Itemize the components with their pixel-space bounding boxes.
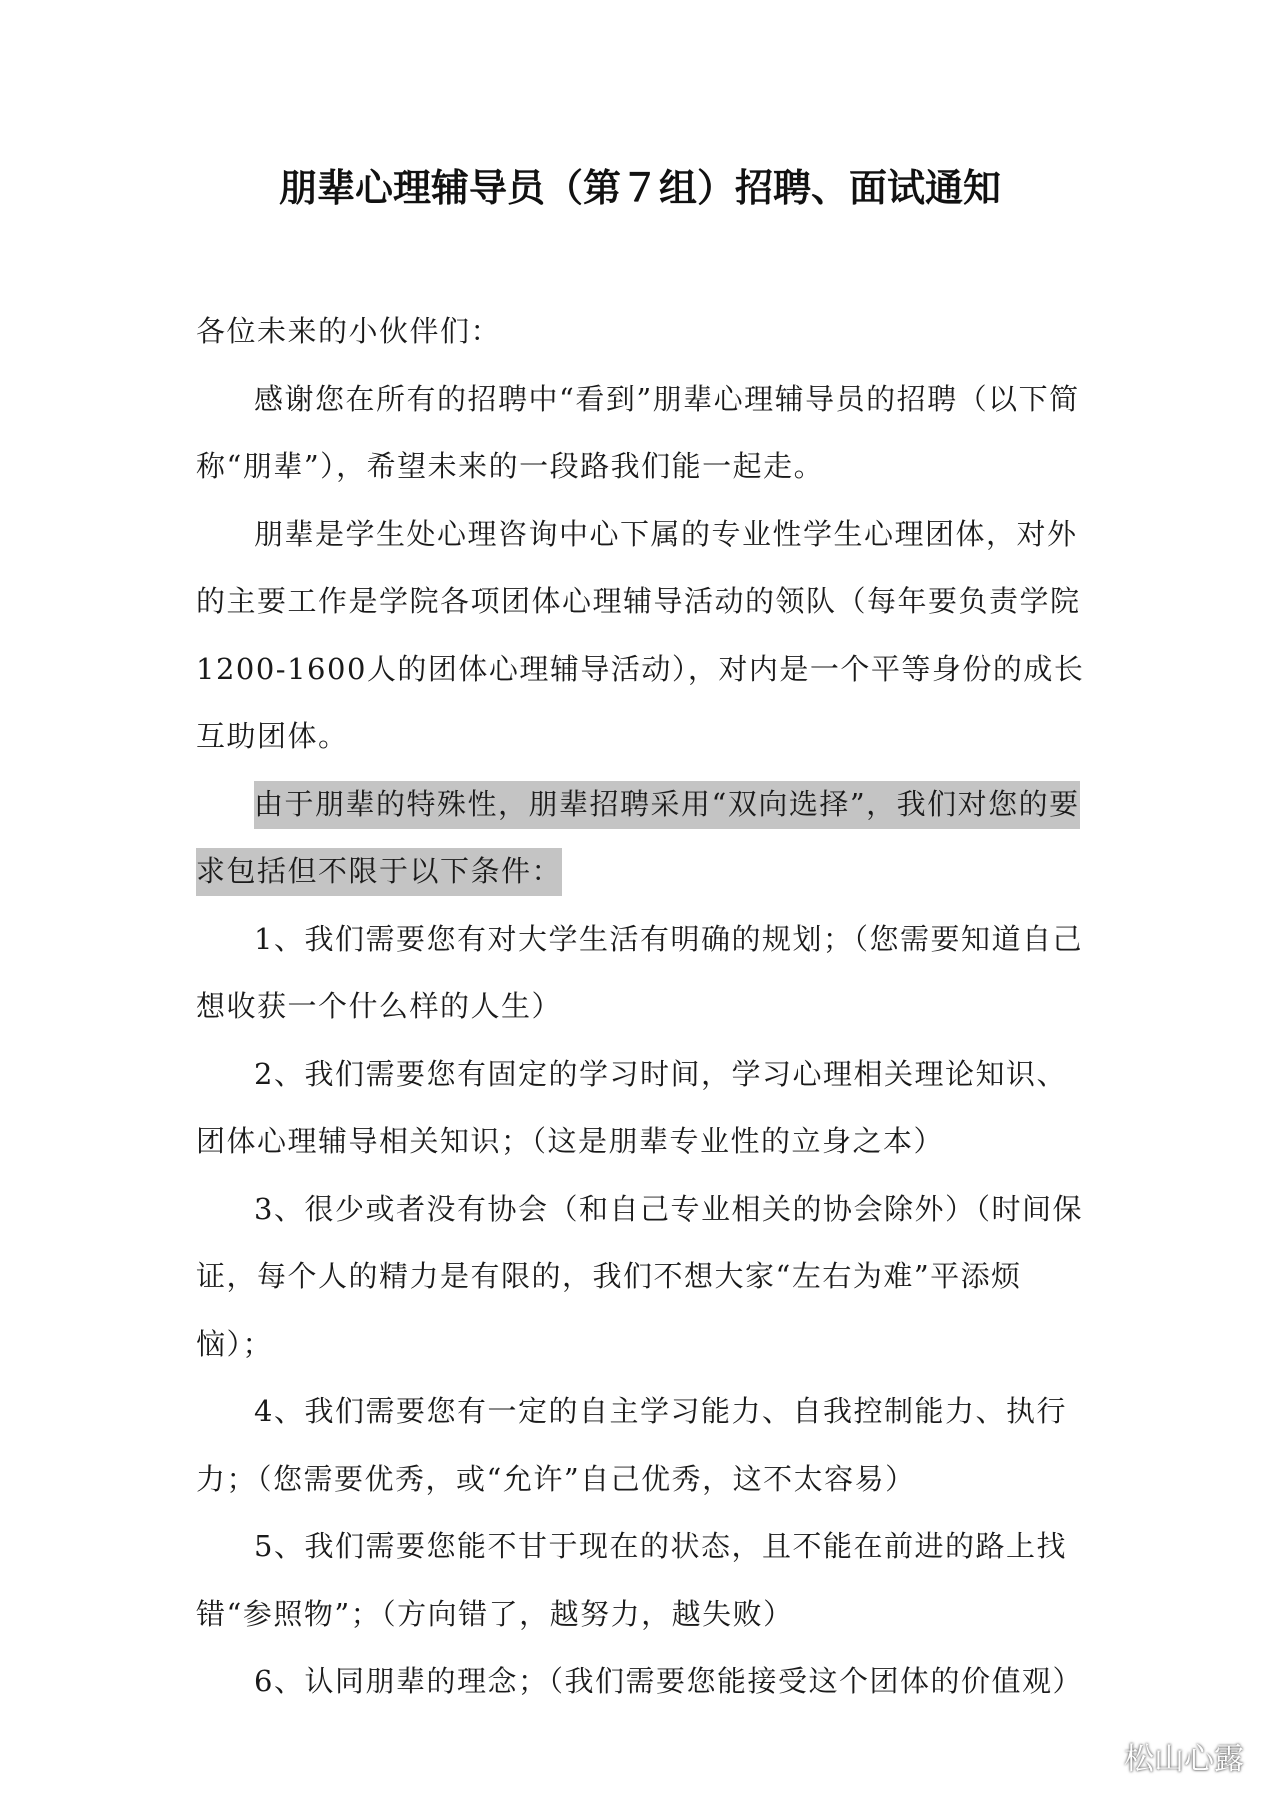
wechat-icon (1068, 1736, 1114, 1776)
list-item: 6、认同朋辈的理念；（我们需要您能接受这个团体的价值观） (254, 1664, 1083, 1698)
list-item: 3、很少或者没有协会（和自己专业相关的协会除外）（时间保证，每个人的精力是有限的，我们不想大家“左右为难”平添烦恼）； (196, 1191, 1083, 1361)
list-item: 5、我们需要您能不甘于现在的状态，且不能在前进的路上找错“参照物”；（方向错了，越努力，越失败） (196, 1529, 1067, 1631)
watermark-label: 松山心露 (1124, 1742, 1244, 1777)
paragraph-requirements (196, 771, 1096, 906)
list-item: 4、我们需要您有一定的自主学习能力、自我控制能力、执行力；（您需要优秀，或“允许”自己优秀，这不太容易） (196, 1394, 1067, 1496)
paragraph-intro: 感谢您在所有的招聘中“看到”朋辈心理辅导员的招聘（以下简称“朋辈”），希望未来的一段路我们能一起走。 (196, 381, 1080, 483)
paragraph-about: 朋辈是学生处心理咨询中心下属的专业性学生心理团体，对外的主要工作是学院各项团体心理辅导活动的领队（每年要负责学院1200-1600人的团体心理辅导活动），对内是一个平等身份的成长互助团体。 (196, 516, 1085, 753)
watermark (1068, 1734, 1244, 1778)
document-title: 朋辈心理辅导员（第７组）招聘、面试通知 (278, 166, 1001, 210)
list-item: 1、我们需要您有对大学生活有明确的规划；（您需要知道自己想收获一个什么样的人生） (196, 921, 1083, 1023)
list-item: 2、我们需要您有固定的学习时间，学习心理相关理论知识、团体心理辅导相关知识；（这是朋辈专业性的立身之本） (196, 1056, 1067, 1158)
salutation: 各位未来的小伙伴们： (196, 314, 502, 348)
highlighted-text: 由于朋辈的特殊性，朋辈招聘采用“双向选择”，我们对您的要求包括但不限于以下条件： (196, 781, 1080, 897)
document-body (196, 298, 1096, 1716)
